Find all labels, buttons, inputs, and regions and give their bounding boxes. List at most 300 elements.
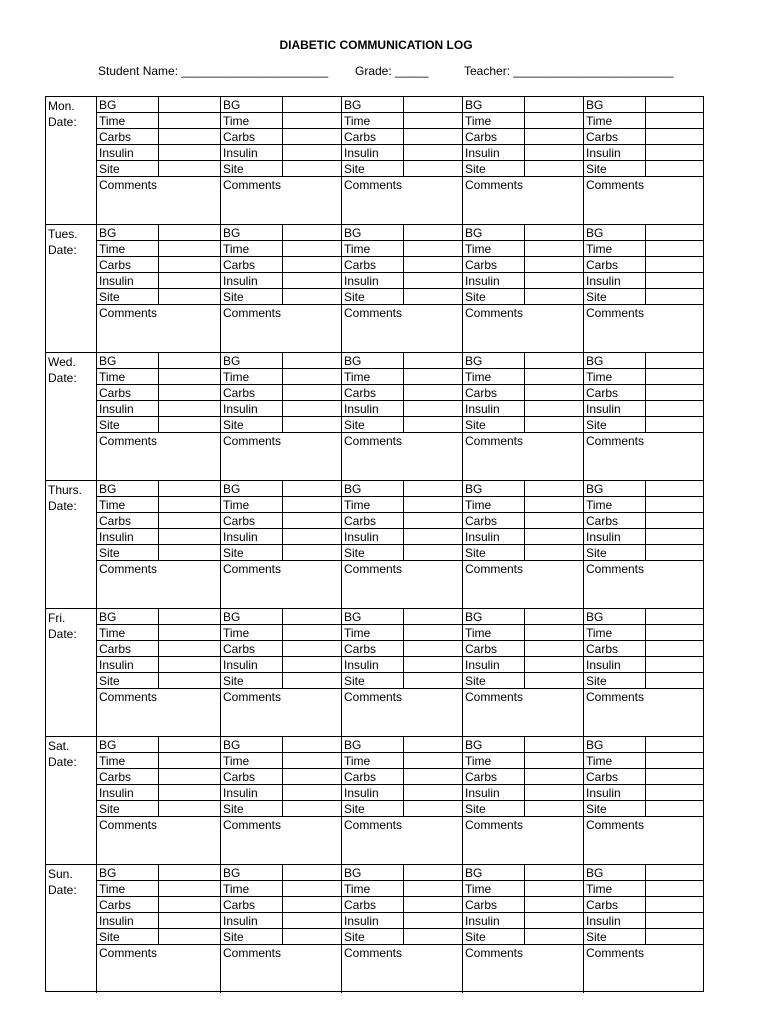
field-value-box[interactable] xyxy=(282,145,341,161)
field-value-box[interactable] xyxy=(403,241,462,257)
field-value-box[interactable] xyxy=(524,897,583,913)
field-value-box[interactable] xyxy=(282,513,341,529)
field-value-box[interactable] xyxy=(645,273,703,289)
field-value-box[interactable] xyxy=(524,401,583,417)
comments-box[interactable] xyxy=(463,305,583,353)
field-value-box[interactable] xyxy=(158,913,220,929)
field-value-box[interactable] xyxy=(282,545,341,561)
field-value-box[interactable] xyxy=(282,609,341,625)
field-value-box[interactable] xyxy=(524,785,583,801)
field-value-box[interactable] xyxy=(645,881,703,897)
field-label: BG xyxy=(223,738,241,752)
field-row xyxy=(342,929,462,945)
field-value-box[interactable] xyxy=(403,865,462,881)
field-label: Time xyxy=(465,498,492,512)
field-row xyxy=(342,865,462,881)
field-value-box[interactable] xyxy=(282,97,341,113)
field-value-box[interactable] xyxy=(524,481,583,497)
field-value-box[interactable] xyxy=(524,353,583,369)
field-value-box[interactable] xyxy=(282,913,341,929)
field-value-box[interactable] xyxy=(158,401,220,417)
entry-column xyxy=(462,609,583,737)
comments-box[interactable] xyxy=(463,561,583,609)
field-row xyxy=(463,529,583,545)
field-row xyxy=(342,673,462,689)
field-value-box[interactable] xyxy=(524,625,583,641)
field-label: Time xyxy=(99,370,126,384)
field-label: Time xyxy=(586,882,613,896)
field-value-box[interactable] xyxy=(645,513,703,529)
comments-box[interactable] xyxy=(221,177,341,225)
comments-box[interactable] xyxy=(342,561,462,609)
field-value-box[interactable] xyxy=(645,865,703,881)
field-label: Time xyxy=(586,370,613,384)
field-value-box[interactable] xyxy=(524,385,583,401)
field-value-box[interactable] xyxy=(524,225,583,241)
field-value-box[interactable] xyxy=(282,769,341,785)
field-label: Carbs xyxy=(99,898,132,912)
field-value-box[interactable] xyxy=(158,385,220,401)
field-value-box[interactable] xyxy=(645,737,703,753)
field-value-box[interactable] xyxy=(282,881,341,897)
field-row xyxy=(221,609,341,625)
field-label: Insulin xyxy=(586,146,621,160)
field-value-box[interactable] xyxy=(403,385,462,401)
comments-box[interactable] xyxy=(342,817,462,865)
comments-box[interactable] xyxy=(463,433,583,481)
field-label: Site xyxy=(223,418,244,432)
field-value-box[interactable] xyxy=(403,401,462,417)
field-row xyxy=(221,145,341,161)
field-value-box[interactable] xyxy=(403,657,462,673)
comments-box[interactable] xyxy=(584,433,703,481)
field-value-box[interactable] xyxy=(524,865,583,881)
field-value-box[interactable] xyxy=(645,481,703,497)
comments-box[interactable] xyxy=(97,817,220,865)
field-value-box[interactable] xyxy=(403,257,462,273)
comments-box[interactable] xyxy=(221,817,341,865)
field-value-box[interactable] xyxy=(403,897,462,913)
field-value-box[interactable] xyxy=(282,289,341,305)
field-value-box[interactable] xyxy=(282,401,341,417)
date-label: Date: xyxy=(48,371,77,385)
entry-column xyxy=(341,737,462,865)
field-value-box[interactable] xyxy=(403,513,462,529)
field-value-box[interactable] xyxy=(524,769,583,785)
field-value-box[interactable] xyxy=(645,785,703,801)
field-row xyxy=(221,657,341,673)
day-name: Tues. xyxy=(48,227,78,241)
field-label: Site xyxy=(223,802,244,816)
field-value-box[interactable] xyxy=(403,225,462,241)
entry-column xyxy=(583,737,703,865)
comments-label: Comments xyxy=(586,306,645,320)
field-value-box[interactable] xyxy=(645,97,703,113)
field-row xyxy=(97,97,220,113)
field-value-box[interactable] xyxy=(282,753,341,769)
field-value-box[interactable] xyxy=(158,769,220,785)
field-label: Site xyxy=(586,418,607,432)
field-value-box[interactable] xyxy=(645,769,703,785)
field-row xyxy=(463,401,583,417)
comments-box[interactable] xyxy=(221,305,341,353)
field-value-box[interactable] xyxy=(645,401,703,417)
field-row xyxy=(584,225,703,241)
field-row xyxy=(463,865,583,881)
comments-box[interactable] xyxy=(221,689,341,737)
comments-box[interactable] xyxy=(97,561,220,609)
field-value-box[interactable] xyxy=(282,113,341,129)
field-row xyxy=(463,657,583,673)
field-value-box[interactable] xyxy=(645,625,703,641)
field-value-box[interactable] xyxy=(158,609,220,625)
field-label: BG xyxy=(344,610,362,624)
field-value-box[interactable] xyxy=(403,737,462,753)
field-row xyxy=(342,545,462,561)
field-row xyxy=(584,161,703,177)
field-value-box[interactable] xyxy=(645,609,703,625)
field-value-box[interactable] xyxy=(645,801,703,817)
field-value-box[interactable] xyxy=(403,785,462,801)
field-value-box[interactable] xyxy=(645,417,703,433)
field-value-box[interactable] xyxy=(158,145,220,161)
field-label: Time xyxy=(99,754,126,768)
field-value-box[interactable] xyxy=(282,529,341,545)
field-value-box[interactable] xyxy=(158,225,220,241)
field-label: Carbs xyxy=(99,770,132,784)
field-value-box[interactable] xyxy=(403,913,462,929)
field-value-box[interactable] xyxy=(282,257,341,273)
field-value-box[interactable] xyxy=(645,257,703,273)
comments-box[interactable] xyxy=(97,945,220,993)
field-label: Time xyxy=(586,626,613,640)
field-value-box[interactable] xyxy=(524,529,583,545)
field-value-box[interactable] xyxy=(403,145,462,161)
field-value-box[interactable] xyxy=(403,641,462,657)
field-label: Carbs xyxy=(586,898,619,912)
field-row xyxy=(463,353,583,369)
field-value-box[interactable] xyxy=(524,273,583,289)
field-value-box[interactable] xyxy=(158,545,220,561)
field-row xyxy=(221,769,341,785)
comments-box[interactable] xyxy=(463,689,583,737)
field-value-box[interactable] xyxy=(645,753,703,769)
field-value-box[interactable] xyxy=(158,737,220,753)
field-value-box[interactable] xyxy=(645,129,703,145)
field-row xyxy=(221,641,341,657)
field-value-box[interactable] xyxy=(403,417,462,433)
field-value-box[interactable] xyxy=(282,273,341,289)
field-value-box[interactable] xyxy=(645,161,703,177)
field-label: Site xyxy=(223,546,244,560)
field-row xyxy=(221,897,341,913)
field-value-box[interactable] xyxy=(158,97,220,113)
field-value-box[interactable] xyxy=(158,161,220,177)
field-value-box[interactable] xyxy=(645,545,703,561)
field-value-box[interactable] xyxy=(403,673,462,689)
comments-box[interactable] xyxy=(221,433,341,481)
field-value-box[interactable] xyxy=(524,513,583,529)
field-label: BG xyxy=(465,98,483,112)
field-value-box[interactable] xyxy=(282,225,341,241)
field-value-box[interactable] xyxy=(282,865,341,881)
field-value-box[interactable] xyxy=(403,289,462,305)
field-value-box[interactable] xyxy=(282,241,341,257)
comments-box[interactable] xyxy=(221,945,341,993)
field-value-box[interactable] xyxy=(158,129,220,145)
field-value-box[interactable] xyxy=(524,161,583,177)
field-row xyxy=(584,545,703,561)
field-value-box[interactable] xyxy=(524,641,583,657)
comments-box[interactable] xyxy=(221,561,341,609)
field-value-box[interactable] xyxy=(282,657,341,673)
day-name: Fri. xyxy=(48,611,66,625)
field-value-box[interactable] xyxy=(403,97,462,113)
field-row xyxy=(221,417,341,433)
field-value-box[interactable] xyxy=(645,289,703,305)
entry-column xyxy=(583,865,703,993)
field-label: Time xyxy=(344,626,371,640)
field-row xyxy=(221,241,341,257)
comments-label: Comments xyxy=(99,818,158,832)
field-value-box[interactable] xyxy=(524,609,583,625)
entry-column xyxy=(220,737,341,865)
comments-box[interactable] xyxy=(342,433,462,481)
field-value-box[interactable] xyxy=(158,513,220,529)
field-value-box[interactable] xyxy=(403,753,462,769)
day-label xyxy=(48,354,96,386)
field-label: Carbs xyxy=(344,770,377,784)
field-value-box[interactable] xyxy=(282,497,341,513)
field-label: Site xyxy=(586,546,607,560)
field-value-box[interactable] xyxy=(524,673,583,689)
comments-box[interactable] xyxy=(342,305,462,353)
field-value-box[interactable] xyxy=(158,529,220,545)
field-label: Insulin xyxy=(99,274,134,288)
comments-box[interactable] xyxy=(584,817,703,865)
field-row xyxy=(463,161,583,177)
field-value-box[interactable] xyxy=(158,929,220,945)
field-value-box[interactable] xyxy=(158,353,220,369)
field-row xyxy=(584,369,703,385)
field-row xyxy=(97,497,220,513)
comments-label: Comments xyxy=(465,306,524,320)
field-label: Site xyxy=(465,418,486,432)
field-value-box[interactable] xyxy=(524,929,583,945)
field-value-box[interactable] xyxy=(158,801,220,817)
field-value-box[interactable] xyxy=(524,241,583,257)
field-label: Insulin xyxy=(586,402,621,416)
field-value-box[interactable] xyxy=(645,369,703,385)
field-value-box[interactable] xyxy=(158,369,220,385)
comments-box[interactable] xyxy=(584,177,703,225)
field-value-box[interactable] xyxy=(282,161,341,177)
field-label: Time xyxy=(586,114,613,128)
field-value-box[interactable] xyxy=(282,801,341,817)
field-value-box[interactable] xyxy=(282,673,341,689)
field-row xyxy=(463,641,583,657)
field-value-box[interactable] xyxy=(645,113,703,129)
field-value-box[interactable] xyxy=(282,369,341,385)
entry-column xyxy=(462,737,583,865)
field-value-box[interactable] xyxy=(524,497,583,513)
field-value-box[interactable] xyxy=(645,497,703,513)
field-value-box[interactable] xyxy=(645,145,703,161)
field-value-box[interactable] xyxy=(158,865,220,881)
entry-column xyxy=(341,481,462,609)
field-label: Carbs xyxy=(344,514,377,528)
field-label: Time xyxy=(586,754,613,768)
field-value-box[interactable] xyxy=(524,737,583,753)
field-label: Insulin xyxy=(223,530,258,544)
field-value-box[interactable] xyxy=(158,625,220,641)
field-value-box[interactable] xyxy=(524,881,583,897)
field-value-box[interactable] xyxy=(158,881,220,897)
field-value-box[interactable] xyxy=(403,881,462,897)
field-value-box[interactable] xyxy=(403,481,462,497)
field-value-box[interactable] xyxy=(403,497,462,513)
field-row xyxy=(97,145,220,161)
field-value-box[interactable] xyxy=(524,657,583,673)
field-value-box[interactable] xyxy=(403,609,462,625)
field-value-box[interactable] xyxy=(524,801,583,817)
field-value-box[interactable] xyxy=(645,225,703,241)
field-value-box[interactable] xyxy=(524,97,583,113)
field-value-box[interactable] xyxy=(403,801,462,817)
field-value-box[interactable] xyxy=(282,417,341,433)
field-value-box[interactable] xyxy=(282,353,341,369)
field-row xyxy=(342,257,462,273)
field-value-box[interactable] xyxy=(158,241,220,257)
comments-box[interactable] xyxy=(97,305,220,353)
field-value-box[interactable] xyxy=(158,497,220,513)
field-label: Carbs xyxy=(465,514,498,528)
field-value-box[interactable] xyxy=(282,641,341,657)
field-value-box[interactable] xyxy=(645,657,703,673)
field-value-box[interactable] xyxy=(645,353,703,369)
field-value-box[interactable] xyxy=(645,385,703,401)
comments-label: Comments xyxy=(223,690,282,704)
field-label: BG xyxy=(586,226,604,240)
field-value-box[interactable] xyxy=(158,641,220,657)
comments-label: Comments xyxy=(465,562,524,576)
comments-box[interactable] xyxy=(584,689,703,737)
field-value-box[interactable] xyxy=(158,657,220,673)
field-value-box[interactable] xyxy=(282,385,341,401)
field-value-box[interactable] xyxy=(158,289,220,305)
field-value-box[interactable] xyxy=(403,529,462,545)
field-row xyxy=(221,801,341,817)
field-value-box[interactable] xyxy=(645,641,703,657)
field-value-box[interactable] xyxy=(158,897,220,913)
field-value-box[interactable] xyxy=(282,129,341,145)
field-value-box[interactable] xyxy=(645,529,703,545)
field-value-box[interactable] xyxy=(282,737,341,753)
field-label: BG xyxy=(223,98,241,112)
field-value-box[interactable] xyxy=(158,417,220,433)
field-value-box[interactable] xyxy=(158,257,220,273)
field-label: BG xyxy=(344,738,362,752)
field-row xyxy=(221,161,341,177)
field-row xyxy=(342,753,462,769)
field-value-box[interactable] xyxy=(158,273,220,289)
entry-column xyxy=(583,353,703,481)
comments-box[interactable] xyxy=(342,177,462,225)
comments-box[interactable] xyxy=(463,177,583,225)
field-label: Site xyxy=(99,418,120,432)
field-value-box[interactable] xyxy=(403,545,462,561)
field-label: Site xyxy=(344,290,365,304)
field-value-box[interactable] xyxy=(282,897,341,913)
day-name: Sun. xyxy=(48,867,73,881)
comments-box[interactable] xyxy=(97,177,220,225)
field-value-box[interactable] xyxy=(403,929,462,945)
field-value-box[interactable] xyxy=(403,273,462,289)
field-value-box[interactable] xyxy=(282,785,341,801)
field-row xyxy=(97,481,220,497)
field-value-box[interactable] xyxy=(645,897,703,913)
field-value-box[interactable] xyxy=(524,145,583,161)
comments-box[interactable] xyxy=(97,689,220,737)
field-value-box[interactable] xyxy=(403,369,462,385)
field-value-box[interactable] xyxy=(158,113,220,129)
field-value-box[interactable] xyxy=(524,417,583,433)
field-value-box[interactable] xyxy=(403,625,462,641)
field-value-box[interactable] xyxy=(524,913,583,929)
field-row xyxy=(463,481,583,497)
comments-box[interactable] xyxy=(463,817,583,865)
field-value-box[interactable] xyxy=(524,129,583,145)
field-value-box[interactable] xyxy=(524,545,583,561)
comments-box[interactable] xyxy=(584,561,703,609)
field-value-box[interactable] xyxy=(524,289,583,305)
field-value-box[interactable] xyxy=(524,753,583,769)
field-value-box[interactable] xyxy=(645,241,703,257)
field-value-box[interactable] xyxy=(645,929,703,945)
field-value-box[interactable] xyxy=(524,257,583,273)
field-value-box[interactable] xyxy=(158,753,220,769)
field-value-box[interactable] xyxy=(158,785,220,801)
field-value-box[interactable] xyxy=(645,673,703,689)
comments-box[interactable] xyxy=(463,945,583,993)
field-row xyxy=(463,225,583,241)
comments-box[interactable] xyxy=(97,433,220,481)
comments-box[interactable] xyxy=(584,945,703,993)
field-row xyxy=(463,241,583,257)
field-value-box[interactable] xyxy=(158,481,220,497)
field-value-box[interactable] xyxy=(403,129,462,145)
field-label: Insulin xyxy=(99,402,134,416)
field-value-box[interactable] xyxy=(403,113,462,129)
field-value-box[interactable] xyxy=(524,369,583,385)
field-row xyxy=(342,897,462,913)
comments-box[interactable] xyxy=(342,689,462,737)
field-value-box[interactable] xyxy=(403,769,462,785)
field-value-box[interactable] xyxy=(282,929,341,945)
field-row xyxy=(584,481,703,497)
field-value-box[interactable] xyxy=(403,161,462,177)
field-value-box[interactable] xyxy=(645,913,703,929)
field-row xyxy=(584,145,703,161)
field-row xyxy=(97,529,220,545)
field-value-box[interactable] xyxy=(158,673,220,689)
comments-box[interactable] xyxy=(342,945,462,993)
comments-box[interactable] xyxy=(584,305,703,353)
field-value-box[interactable] xyxy=(282,481,341,497)
field-value-box[interactable] xyxy=(282,625,341,641)
field-value-box[interactable] xyxy=(403,353,462,369)
field-value-box[interactable] xyxy=(524,113,583,129)
